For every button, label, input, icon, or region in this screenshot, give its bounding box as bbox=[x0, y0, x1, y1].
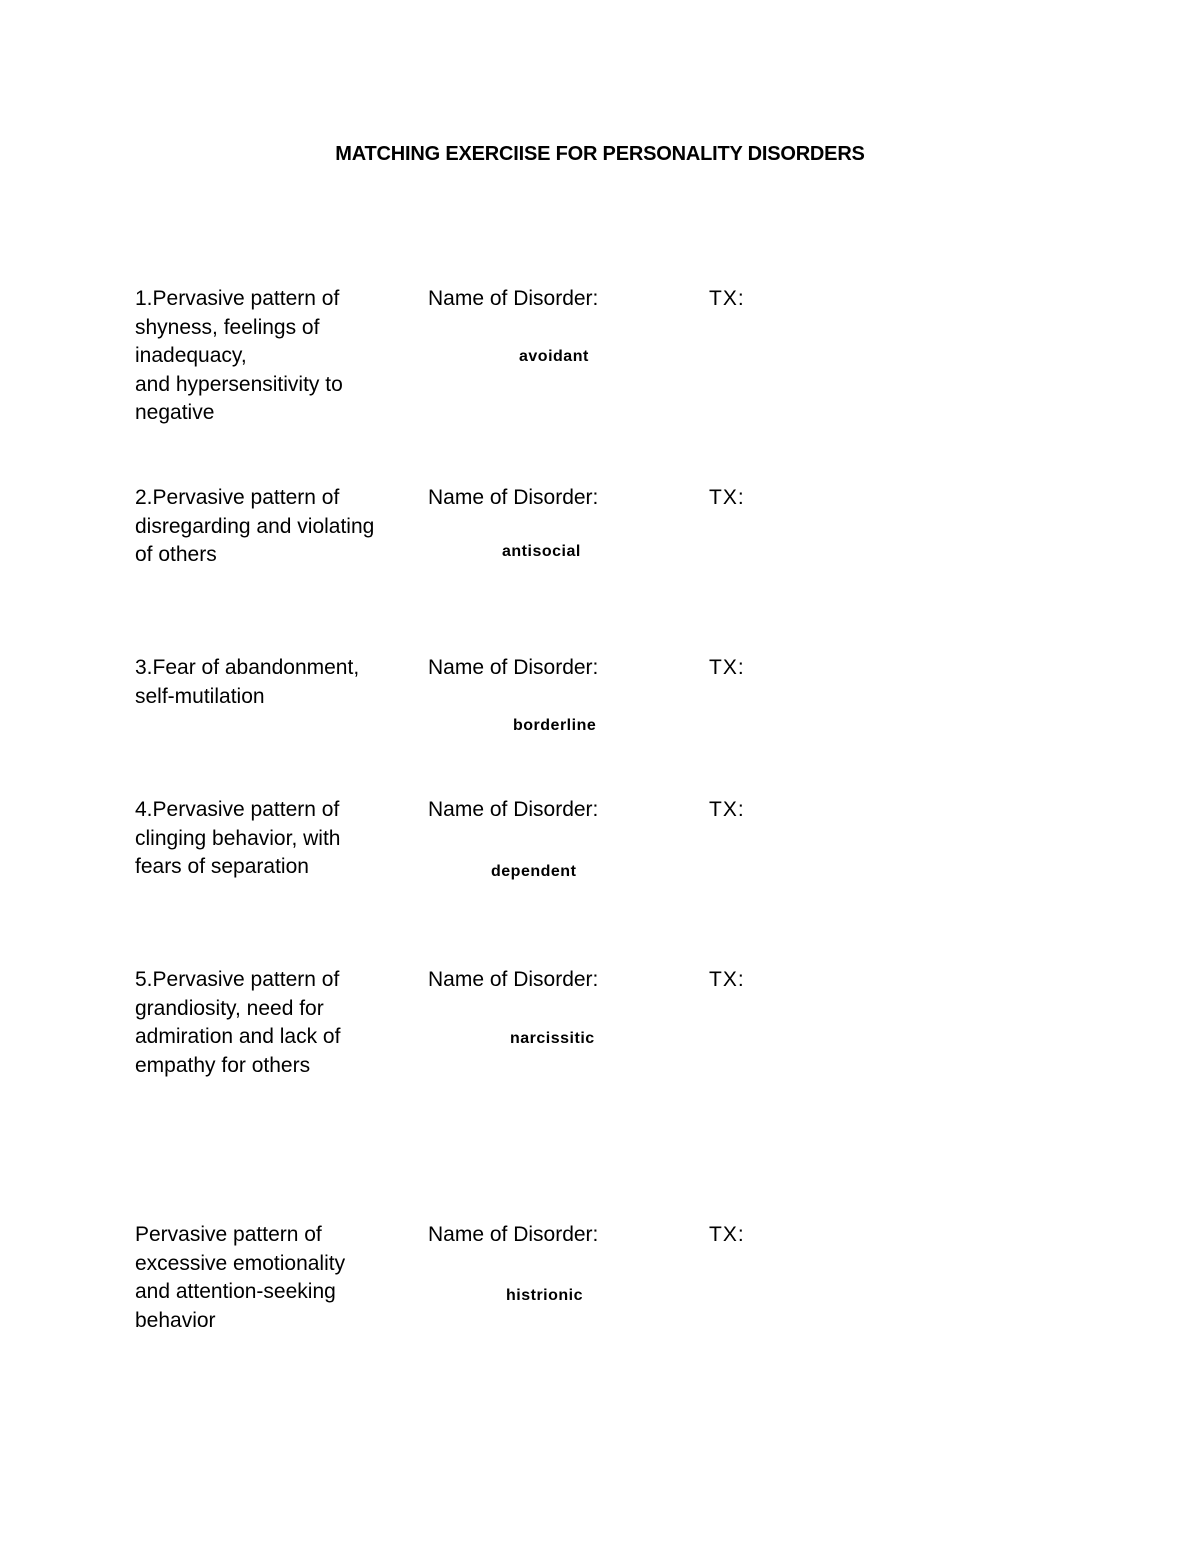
disorder-answer: histrionic bbox=[506, 1287, 584, 1304]
disorder-answer: narcissitic bbox=[510, 1030, 595, 1047]
tx-label: TX: bbox=[709, 656, 745, 679]
item-description: 2.Pervasive pattern of disregarding and violating of others bbox=[135, 486, 375, 566]
name-of-disorder-label: Name of Disorder: bbox=[428, 486, 599, 509]
name-of-disorder-label: Name of Disorder: bbox=[428, 798, 599, 821]
tx-label: TX: bbox=[709, 287, 745, 310]
item-description: 1.Pervasive pattern of shyness, feelings of inadequacy, and hypersensitivity to negative bbox=[135, 287, 343, 424]
tx-label: TX: bbox=[709, 1223, 745, 1246]
tx-label: TX: bbox=[709, 486, 745, 509]
name-of-disorder-label: Name of Disorder: bbox=[428, 968, 599, 991]
tx-label: TX: bbox=[709, 798, 745, 821]
name-of-disorder-label: Name of Disorder: bbox=[428, 1223, 599, 1246]
disorder-answer: borderline bbox=[513, 717, 597, 734]
name-of-disorder-label: Name of Disorder: bbox=[428, 656, 599, 679]
disorder-answer: antisocial bbox=[502, 543, 581, 560]
item-description: Pervasive pattern of excessive emotionality and attention-seeking behavior bbox=[135, 1223, 346, 1332]
item-description: 4.Pervasive pattern of clinging behavior, with fears of separation bbox=[135, 798, 341, 878]
name-of-disorder-label: Name of Disorder: bbox=[428, 287, 599, 310]
item-description: 3.Fear of abandonment, self-mutilation bbox=[135, 656, 360, 708]
disorder-answer: dependent bbox=[491, 863, 577, 880]
disorder-answer: avoidant bbox=[519, 348, 589, 365]
item-description: 5.Pervasive pattern of grandiosity, need for admiration and lack of empathy for others bbox=[135, 968, 341, 1077]
page-title: MATCHING EXERCIISE FOR PERSONALITY DISORDERS bbox=[335, 143, 865, 165]
tx-label: TX: bbox=[709, 968, 745, 991]
